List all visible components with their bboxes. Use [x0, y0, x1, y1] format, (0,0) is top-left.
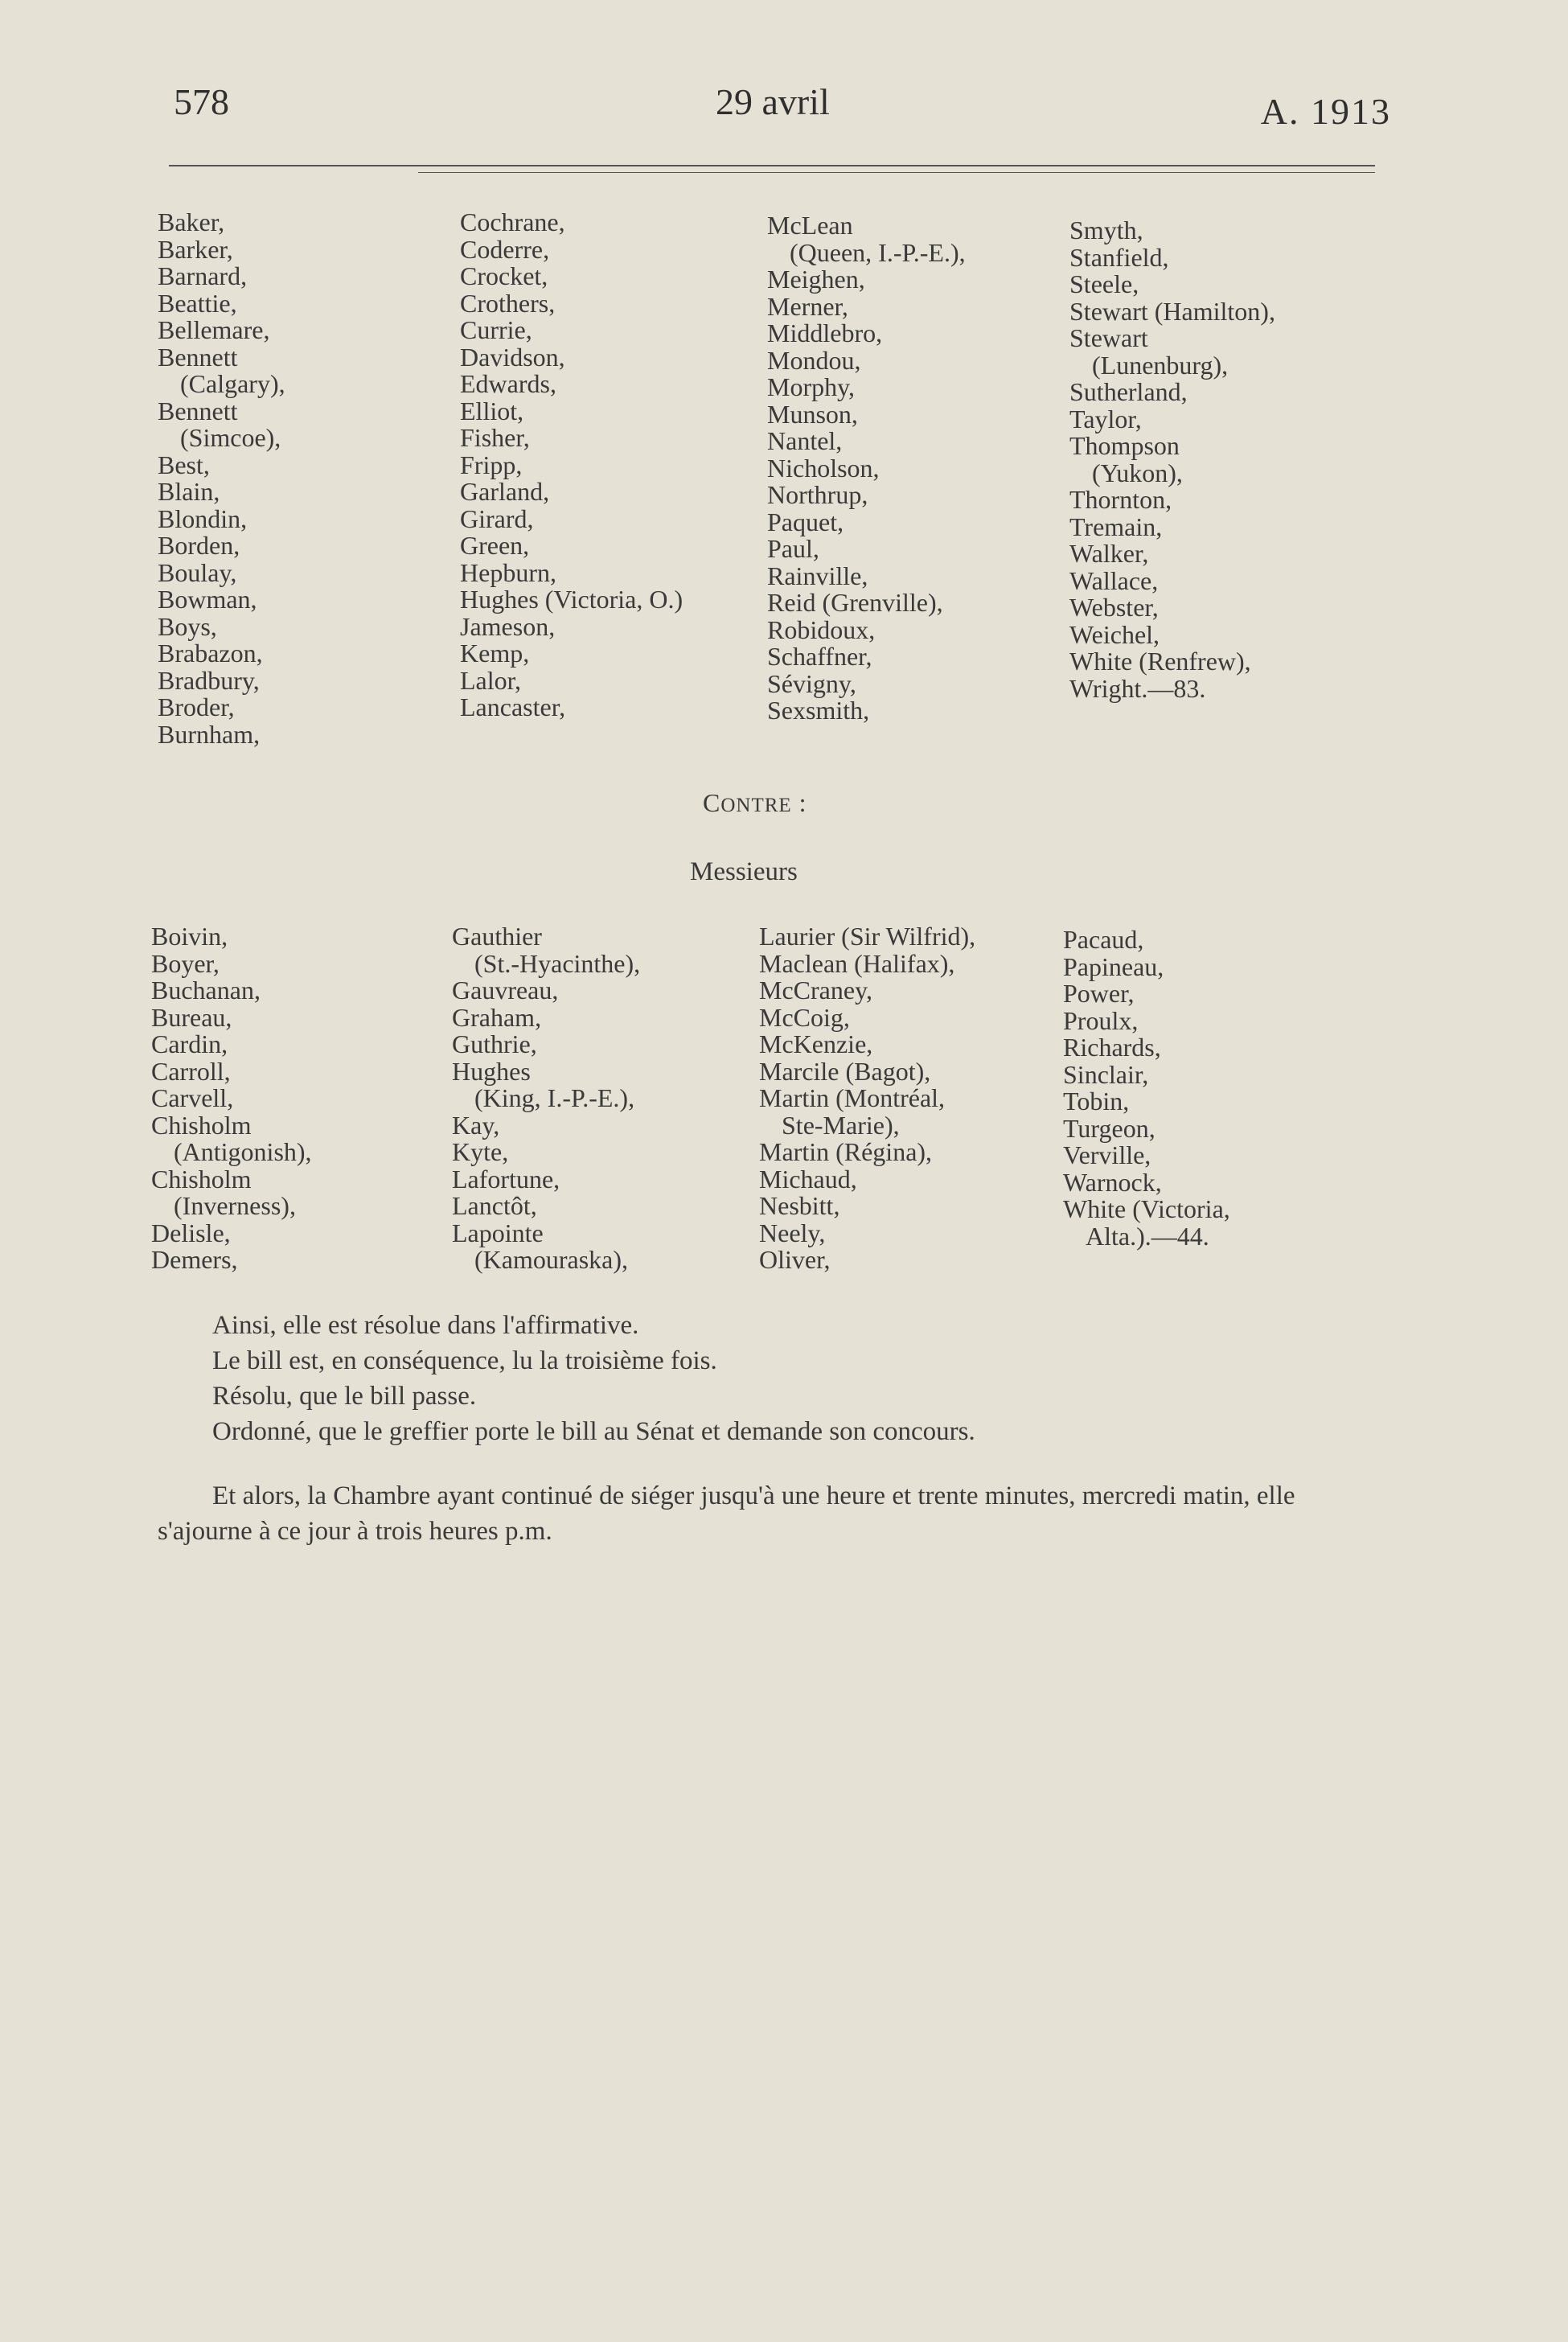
member-name: Guthrie,: [452, 1029, 537, 1058]
member-name: Stewart (Hamilton),: [1069, 296, 1275, 326]
member-name: Best,: [158, 450, 210, 479]
member-name: (Yukon),: [1092, 458, 1183, 487]
member-name: Marcile (Bagot),: [759, 1056, 931, 1086]
member-name: Steele,: [1069, 269, 1139, 298]
member-name: Rainville,: [767, 561, 868, 590]
member-name: Cochrane,: [460, 207, 565, 236]
member-name: Webster,: [1069, 593, 1159, 622]
member-name: Robidoux,: [767, 614, 876, 644]
member-name: Richards,: [1063, 1033, 1161, 1062]
member-name: Boys,: [158, 611, 217, 641]
member-name: McCraney,: [759, 976, 872, 1005]
member-name: Bowman,: [158, 585, 257, 614]
member-name: Crothers,: [460, 288, 556, 318]
member-name: Nesbitt,: [759, 1191, 840, 1220]
member-name: Lalor,: [460, 665, 522, 695]
member-name: Thompson: [1069, 431, 1180, 460]
member-name: McLean: [767, 211, 853, 240]
member-name: Walker,: [1069, 539, 1149, 568]
member-name: Sinclair,: [1063, 1059, 1149, 1089]
member-name: Lapointe: [452, 1218, 544, 1247]
member-name: (Calgary),: [180, 369, 285, 398]
member-name: White (Victoria,: [1063, 1194, 1230, 1223]
member-name: (St.-Hyacinthe),: [474, 948, 641, 978]
member-name: (King, I.-P.-E.),: [474, 1083, 635, 1112]
member-name: McCoig,: [759, 1002, 850, 1032]
member-name: Bureau,: [151, 1002, 232, 1032]
member-name: (Simcoe),: [180, 423, 281, 452]
member-name: Oliver,: [759, 1245, 831, 1274]
member-name: Nantel,: [767, 426, 843, 455]
member-name: Delisle,: [151, 1218, 231, 1247]
member-name: Crocket,: [460, 261, 548, 290]
nays-column-2: [452, 923, 640, 1274]
member-name: Edwards,: [460, 369, 556, 398]
member-name: Hepburn,: [460, 557, 556, 587]
member-name: Kay,: [452, 1110, 500, 1140]
member-name: Broder,: [158, 692, 235, 721]
resolution-paragraphs: [158, 1308, 1388, 1449]
member-name: Beattie,: [158, 288, 237, 318]
member-name: Lafortune,: [452, 1164, 560, 1194]
member-name: Chisholm: [151, 1110, 252, 1140]
member-name: Borden,: [158, 531, 240, 560]
paragraph: Le bill est, en conséquence, lu la troisième fois.: [212, 1346, 717, 1375]
member-name: Gauvreau,: [452, 976, 559, 1005]
member-name: Coderre,: [460, 234, 550, 264]
member-name: Hughes: [452, 1056, 531, 1086]
nays-column-4: [1063, 927, 1230, 1250]
member-name: Taylor,: [1069, 404, 1142, 433]
paragraph: Et alors, la Chambre ayant continué de siéger jusqu'à une heure et trente minutes, mercredi matin, elle s'ajourne à ce jour à trois heures p.m.: [158, 1481, 1295, 1546]
member-name: Girard,: [460, 503, 534, 533]
member-name: Boulay,: [158, 557, 237, 587]
member-name: Morphy,: [767, 372, 856, 401]
header-rule-thin: [418, 172, 1375, 173]
member-name: Baker,: [158, 207, 225, 236]
member-name: Paul,: [767, 534, 819, 563]
member-name: Lanctôt,: [452, 1191, 537, 1220]
member-name: Alta.).—44.: [1086, 1221, 1209, 1251]
member-name: Kyte,: [452, 1137, 509, 1166]
member-name: Turgeon,: [1063, 1113, 1155, 1143]
nays-column-1: [151, 923, 312, 1274]
member-name: Burnham,: [158, 719, 261, 749]
member-name: Paquet,: [767, 507, 844, 536]
member-name: Bennett: [158, 342, 238, 372]
member-name: Bellemare,: [158, 315, 270, 344]
member-name: Kemp,: [460, 639, 530, 668]
member-name: Mondou,: [767, 345, 861, 375]
member-name: Barnard,: [158, 261, 248, 290]
yeas-column-2: [460, 209, 683, 721]
member-name: Elliot,: [460, 396, 524, 425]
member-name: Fisher,: [460, 423, 530, 452]
member-name: Northrup,: [767, 480, 868, 509]
member-name: Lancaster,: [460, 692, 566, 721]
member-name: Reid (Grenville),: [767, 588, 943, 617]
member-name: Cardin,: [151, 1029, 228, 1058]
member-name: Martin (Régina),: [759, 1137, 933, 1166]
member-name: (Inverness),: [174, 1191, 296, 1220]
member-name: Hughes (Victoria, O.): [460, 585, 683, 614]
page-number: 578: [174, 81, 229, 122]
member-name: Currie,: [460, 315, 532, 344]
member-name: Fripp,: [460, 450, 523, 479]
member-name: Munson,: [767, 399, 858, 429]
member-name: Graham,: [452, 1002, 542, 1032]
contre-heading-rest: ONTRE: [720, 795, 792, 816]
member-name: McKenzie,: [759, 1029, 873, 1058]
member-name: Blondin,: [158, 503, 248, 533]
member-name: Gauthier: [452, 922, 542, 951]
member-name: Wallace,: [1069, 565, 1159, 595]
nays-column-3: [759, 923, 975, 1274]
member-name: Blain,: [158, 477, 220, 506]
member-name: Tremain,: [1069, 512, 1163, 541]
member-name: Sévigny,: [767, 668, 856, 698]
member-name: Bradbury,: [158, 665, 260, 695]
member-name: Sexsmith,: [767, 696, 870, 725]
member-name: (Kamouraska),: [474, 1245, 629, 1274]
member-name: Stanfield,: [1069, 242, 1169, 272]
member-name: Tobin,: [1063, 1087, 1130, 1116]
paragraph: Ainsi, elle est résolue dans l'affirmative.: [212, 1311, 639, 1340]
member-name: Neely,: [759, 1218, 826, 1247]
member-name: Demers,: [151, 1245, 238, 1274]
member-name: Chisholm: [151, 1164, 252, 1194]
member-name: Boivin,: [151, 922, 228, 951]
member-name: Martin (Montréal,: [759, 1083, 946, 1112]
page-year: A. 1913: [1260, 91, 1391, 132]
member-name: Thornton,: [1069, 485, 1172, 514]
member-name: Weichel,: [1069, 619, 1160, 649]
member-name: Sutherland,: [1069, 377, 1188, 406]
contre-heading: [703, 788, 807, 818]
member-name: Merner,: [767, 291, 848, 321]
member-name: Power,: [1063, 979, 1135, 1008]
member-name: Michaud,: [759, 1164, 857, 1194]
member-name: Verville,: [1063, 1140, 1151, 1169]
yeas-column-1: [158, 209, 285, 748]
member-name: Buchanan,: [151, 976, 261, 1005]
member-name: Bennett: [158, 396, 238, 425]
contre-heading-colon: :: [791, 788, 807, 817]
member-name: Warnock,: [1063, 1167, 1162, 1197]
member-name: Laurier (Sir Wilfrid),: [759, 922, 976, 951]
member-name: (Lunenburg),: [1092, 350, 1229, 380]
member-name: Smyth,: [1069, 216, 1143, 244]
member-name: Ste-Marie),: [782, 1110, 900, 1140]
member-name: Middlebro,: [767, 318, 883, 347]
member-name: Garland,: [460, 477, 550, 506]
member-name: Stewart: [1069, 323, 1148, 352]
member-name: Carroll,: [151, 1056, 231, 1086]
member-name: White (Renfrew),: [1069, 647, 1251, 676]
contre-heading-initial: C: [703, 788, 721, 817]
header-rule: [169, 165, 1375, 166]
page-header: [169, 80, 1391, 137]
member-name: Wright.—83.: [1069, 673, 1206, 703]
member-name: Carvell,: [151, 1083, 234, 1112]
page-date: 29 avril: [716, 81, 830, 122]
yeas-column-3: [767, 212, 966, 725]
member-name: (Antigonish),: [174, 1137, 312, 1166]
member-name: Proulx,: [1063, 1005, 1139, 1035]
member-name: Boyer,: [151, 948, 220, 978]
member-name: Green,: [460, 531, 530, 560]
member-name: Davidson,: [460, 342, 565, 372]
paragraph: Ordonné, que le greffier porte le bill au Sénat et demande son concours.: [212, 1417, 975, 1446]
paragraph: Résolu, que le bill passe.: [212, 1382, 477, 1411]
member-name: Papineau,: [1063, 951, 1164, 981]
member-name: Nicholson,: [767, 453, 880, 483]
member-name: Jameson,: [460, 611, 556, 641]
member-name: Meighen,: [767, 265, 865, 294]
member-name: (Queen, I.-P.-E.),: [790, 237, 966, 267]
member-name: Maclean (Halifax),: [759, 948, 955, 978]
member-name: Barker,: [158, 234, 233, 264]
messieurs-heading: Messieurs: [690, 857, 798, 886]
adjournment-paragraph: [158, 1478, 1388, 1549]
member-name: Pacaud,: [1063, 925, 1144, 954]
member-name: Schaffner,: [767, 642, 872, 671]
yeas-column-4: [1069, 217, 1275, 702]
member-name: Brabazon,: [158, 639, 263, 668]
